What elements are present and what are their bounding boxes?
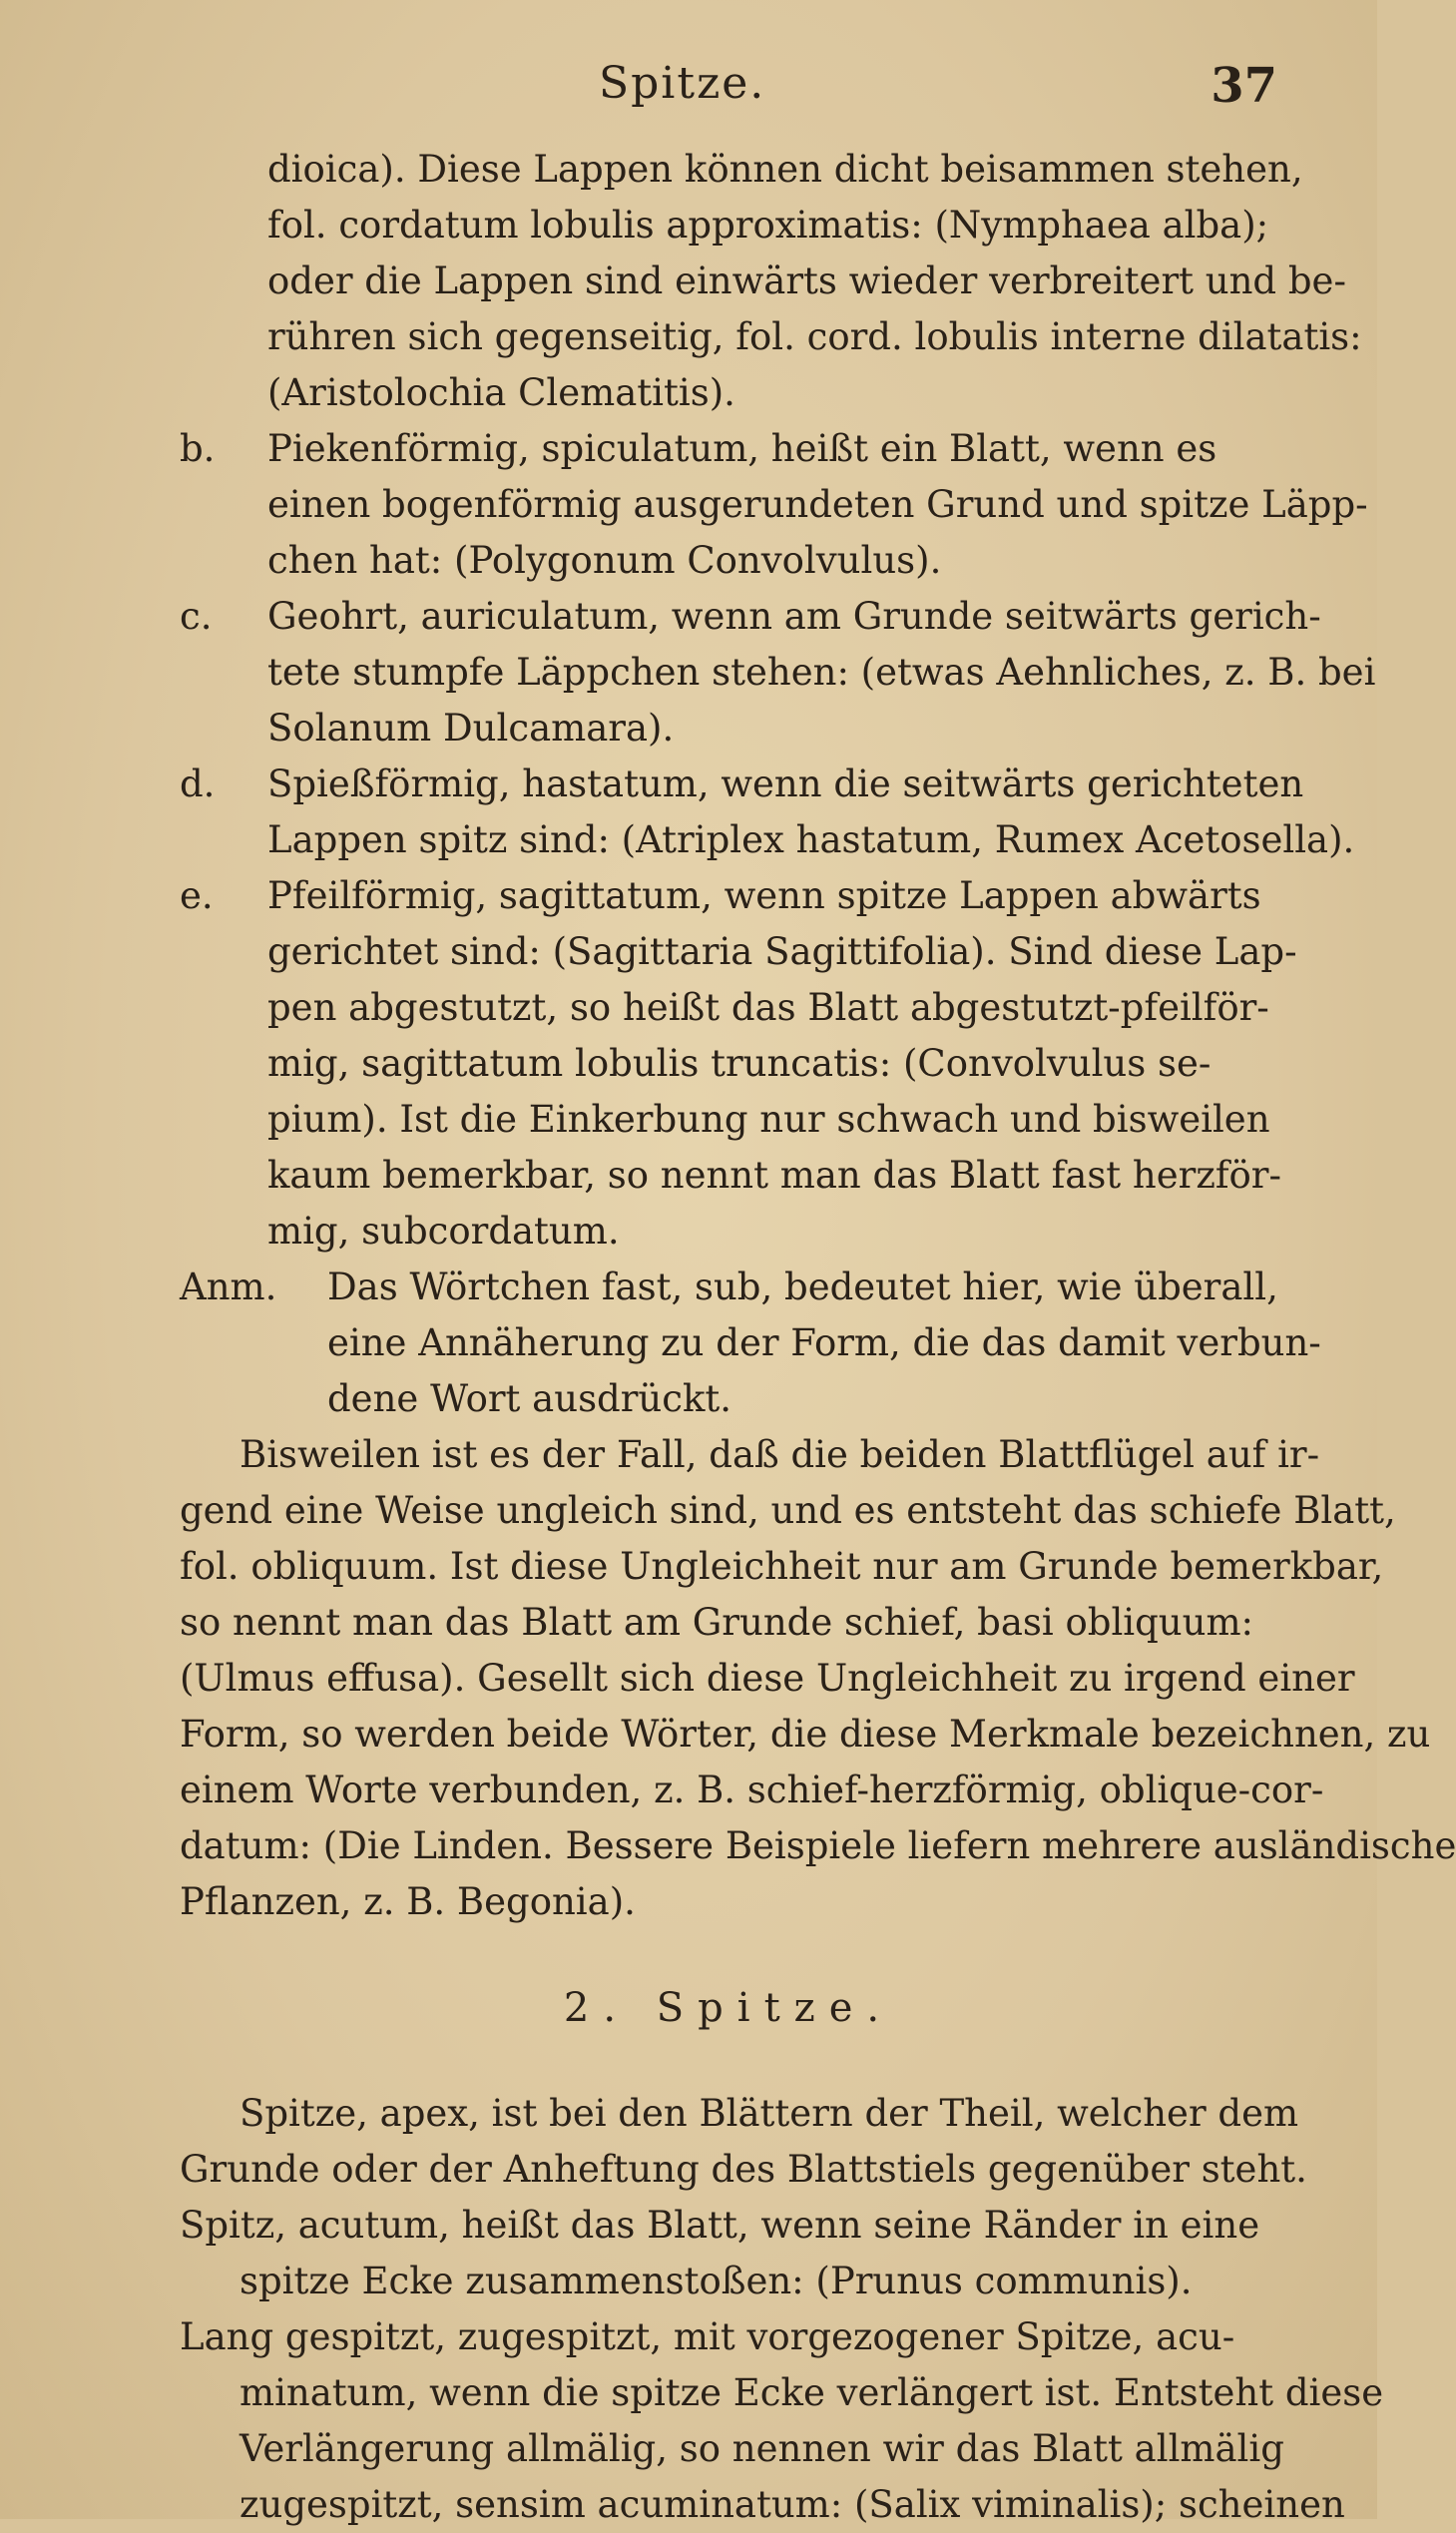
text-line: kaum bemerkbar, so nennt man das Blatt fast herzför- bbox=[267, 1154, 1282, 1197]
text-line: dioica). Diese Lappen können dicht beisammen stehen, bbox=[267, 148, 1303, 191]
text-line: minatum, wenn die spitze Ecke verlängert ist. Entsteht diese bbox=[240, 2371, 1384, 2414]
text-line: Verlängerung allmälig, so nennen wir das Blatt allmälig bbox=[240, 2427, 1284, 2470]
text-line: Spitz, acutum, heißt das Blatt, wenn seine Ränder in eine bbox=[180, 2204, 1260, 2247]
text-line: Piekenförmig, spiculatum, heißt ein Blatt, wenn es bbox=[267, 427, 1217, 470]
text-line: tete stumpfe Läppchen stehen: (etwas Aehnliches, z. B. bei bbox=[267, 651, 1376, 694]
note-label: Anm. bbox=[180, 1266, 277, 1308]
section-heading: 2. Spitze. bbox=[563, 1985, 894, 2031]
running-head: Spitze. bbox=[599, 58, 766, 109]
list-item-d bbox=[180, 757, 1304, 812]
body-text bbox=[180, 142, 1456, 2533]
item-label: c. bbox=[180, 595, 213, 638]
text-line: einem Worte verbunden, z. B. schief-herzförmig, oblique-cor- bbox=[180, 1769, 1324, 1811]
text-line: Pflanzen, z. B. Begonia). bbox=[180, 1880, 636, 1923]
text-line: Geohrt, auriculatum, wenn am Grunde seitwärts gerich- bbox=[267, 595, 1321, 638]
text-line: datum: (Die Linden. Bessere Beispiele liefern mehrere ausländische bbox=[180, 1824, 1456, 1867]
text-line: Pfeilförmig, sagittatum, wenn spitze Lappen abwärts bbox=[267, 874, 1261, 917]
text-line: Bisweilen ist es der Fall, daß die beiden Blattflügel auf ir- bbox=[240, 1433, 1320, 1476]
text-line: (Aristolochia Clematitis). bbox=[267, 371, 735, 414]
text-line: gerichtet sind: (Sagittaria Sagittifolia). Sind diese Lap- bbox=[267, 930, 1297, 973]
note-anm bbox=[180, 1260, 1277, 1315]
text-line: Form, so werden beide Wörter, die diese Merkmale bezeichnen, zu bbox=[180, 1713, 1431, 1756]
text-line: Lappen spitz sind: (Atriplex hastatum, Rumex Acetosella). bbox=[267, 818, 1355, 861]
list-item-b bbox=[180, 421, 1277, 477]
text-line: mig, subcordatum. bbox=[267, 1210, 620, 1253]
text-line: Solanum Dulcamara). bbox=[267, 707, 675, 750]
text-line: pen abgestutzt, so heißt das Blatt abgestutzt-pfeilför- bbox=[267, 986, 1269, 1029]
text-line: spitze Ecke zusammenstoßen: (Prunus communis). bbox=[240, 2260, 1193, 2302]
text-line: fol. cordatum lobulis approximatis: (Nymphaea alba); bbox=[267, 204, 1269, 247]
text-line: Spitze, apex, ist bei den Blättern der Theil, welcher dem bbox=[240, 2092, 1299, 2135]
page-number: 37 bbox=[1211, 58, 1277, 114]
spacer bbox=[180, 2038, 1277, 2086]
text-line: gend eine Weise ungleich sind, und es entsteht das schiefe Blatt, bbox=[180, 1489, 1396, 1532]
text-line: einen bogenförmig ausgerundeten Grund und spitze Läpp- bbox=[267, 483, 1368, 526]
text-line: chen hat: (Polygonum Convolvulus). bbox=[267, 539, 942, 582]
text-line: pium). Ist die Einkerbung nur schwach und bisweilen bbox=[267, 1098, 1270, 1141]
page-header bbox=[180, 58, 1277, 118]
text-line: Grunde oder der Anheftung des Blattstiels gegenüber steht. bbox=[180, 2148, 1307, 2191]
text-line: rühren sich gegenseitig, fol. cord. lobulis interne dilatatis: bbox=[267, 315, 1362, 358]
list-item-c bbox=[180, 589, 1321, 645]
text-line: zugespitzt, sensim acuminatum: (Salix viminalis); scheinen bbox=[240, 2483, 1345, 2526]
text-line: Spießförmig, hastatum, wenn die seitwärts gerichteten bbox=[267, 762, 1304, 805]
item-label: d. bbox=[180, 762, 216, 805]
item-label: e. bbox=[180, 874, 214, 917]
text-line: (Ulmus effusa). Gesellt sich diese Ungleichheit zu irgend einer bbox=[180, 1657, 1355, 1700]
text-line: dene Wort ausdrückt. bbox=[327, 1377, 732, 1420]
text-line: Das Wörtchen fast, sub, bedeutet hier, wie überall, bbox=[327, 1266, 1278, 1308]
list-item-e bbox=[180, 868, 1277, 924]
text-line: so nennt man das Blatt am Grunde schief, basi obliquum: bbox=[180, 1601, 1254, 1644]
text-line: eine Annäherung zu der Form, die das damit verbun- bbox=[327, 1321, 1321, 1364]
spacer bbox=[180, 1930, 1277, 1978]
text-line: oder die Lappen sind einwärts wieder verbreitert und be- bbox=[267, 259, 1346, 302]
text-line: Lang gespitzt, zugespitzt, mit vorgezogener Spitze, acu- bbox=[180, 2315, 1235, 2358]
item-label: b. bbox=[180, 427, 216, 470]
text-line: mig, sagittatum lobulis truncatis: (Convolvulus se- bbox=[267, 1042, 1212, 1085]
text-line: fol. obliquum. Ist diese Ungleichheit nur am Grunde bemerkbar, bbox=[180, 1545, 1384, 1588]
